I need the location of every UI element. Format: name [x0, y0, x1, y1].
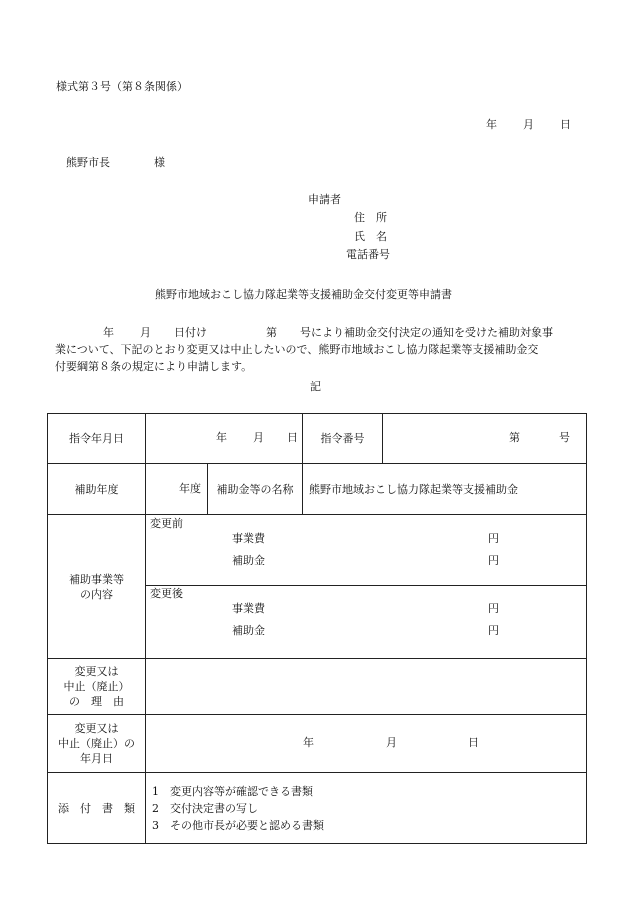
- program-name-value: [303, 464, 587, 515]
- reason-label-line-1: 変更又は: [74, 665, 119, 678]
- change-date-day: 日: [468, 736, 479, 749]
- attachments-label: 添 付 書 類: [48, 773, 146, 844]
- content-label-line-2: の内容: [80, 587, 113, 601]
- content-detail: [146, 515, 587, 659]
- form-number: 様式第３号（第８条関係）: [56, 80, 188, 93]
- program-name-text: 熊野市地域おこし協力隊起業等支援補助金: [309, 483, 518, 496]
- date-month: 月: [523, 118, 534, 131]
- change-date-label-line-3: 年月日: [80, 752, 113, 765]
- date-year: 年: [486, 118, 497, 131]
- body-month: 月: [140, 326, 151, 339]
- attachment-item: 1 変更内容等が確認できる書類: [152, 784, 313, 798]
- change-date-field[interactable]: [146, 715, 587, 773]
- body-line2: 業について、下記のとおり変更又は中止したいので、熊野市地域おこし協力隊起業等支援補助金交: [55, 343, 539, 356]
- body-line3: 付要綱第８条の規定により申請します。: [55, 360, 253, 373]
- table-row: [48, 464, 587, 515]
- body-year: 年: [103, 326, 114, 339]
- change-date-label: [48, 715, 146, 773]
- attachment-item: 2 交付決定書の写し: [152, 801, 258, 815]
- body-dated: 日付け: [174, 326, 207, 339]
- directive-date-field[interactable]: [146, 414, 303, 464]
- change-date-label-line-1: 変更又は: [74, 722, 119, 735]
- applicant-address-label: 住 所: [354, 211, 387, 224]
- directive-date-label: 指令年月日: [48, 414, 146, 464]
- program-name-label: 補助金等の名称: [208, 464, 303, 515]
- application-table: [47, 413, 587, 844]
- body-dai: 第: [266, 326, 277, 339]
- before-cost-yen[interactable]: 円: [488, 532, 499, 545]
- before-cost-label: 事業費: [232, 532, 265, 545]
- applicant-phone-label: 電話番号: [346, 248, 390, 261]
- before-subsidy-yen[interactable]: 円: [488, 554, 499, 567]
- directive-no-dai: 第: [509, 431, 520, 444]
- fiscal-year-label: 補助年度: [48, 464, 146, 515]
- before-change-block: [146, 515, 586, 585]
- change-date-label-line-2: 中止（廃止）の: [58, 737, 135, 750]
- fiscal-year-field[interactable]: [146, 464, 208, 515]
- content-label-line-1: 補助事業等: [69, 572, 124, 586]
- after-heading: 変更後: [150, 587, 183, 600]
- applicant-heading: 申請者: [308, 193, 341, 206]
- before-heading: 変更前: [150, 517, 183, 530]
- table-row: [48, 515, 587, 659]
- directive-date-month: 月: [253, 431, 264, 444]
- reason-label-line-2: 中止（廃止）: [63, 680, 130, 693]
- directive-no-go: 号: [559, 431, 570, 444]
- table-row: [48, 659, 587, 715]
- document-title: 熊野市地域おこし協力隊起業等支援補助金交付変更等申請書: [155, 288, 452, 301]
- body-line1-rest: 号により補助金交付決定の通知を受けた補助対象事: [300, 326, 553, 339]
- fiscal-year-unit: 年度: [179, 482, 201, 495]
- reason-label: [48, 659, 146, 715]
- reason-field[interactable]: [146, 659, 587, 715]
- attachment-item: 3 その他市長が必要と認める書類: [152, 818, 324, 832]
- addressee-honorific: 様: [154, 156, 165, 169]
- directive-no-field[interactable]: [383, 414, 587, 464]
- table-row: [48, 414, 587, 464]
- change-date-month: 月: [386, 736, 397, 749]
- directive-date-year: 年: [216, 431, 227, 444]
- content-label: [48, 515, 146, 659]
- table-row: [48, 773, 587, 844]
- table-row: [48, 715, 587, 773]
- before-subsidy-label: 補助金: [232, 554, 265, 567]
- directive-no-label: 指令番号: [303, 414, 383, 464]
- applicant-name-label: 氏 名: [354, 230, 387, 243]
- attachments-list: [146, 773, 587, 844]
- date-day: 日: [560, 118, 571, 131]
- directive-date-day: 日: [287, 431, 298, 444]
- addressee-name: 熊野市長: [66, 156, 110, 169]
- after-cost-label: 事業費: [232, 602, 265, 615]
- reason-label-line-3: の 理 由: [69, 695, 124, 708]
- ki-heading: 記: [310, 380, 321, 393]
- after-subsidy-label: 補助金: [232, 624, 265, 637]
- after-change-block: [146, 585, 586, 656]
- after-subsidy-yen[interactable]: 円: [488, 624, 499, 637]
- change-date-year: 年: [303, 736, 314, 749]
- after-cost-yen[interactable]: 円: [488, 602, 499, 615]
